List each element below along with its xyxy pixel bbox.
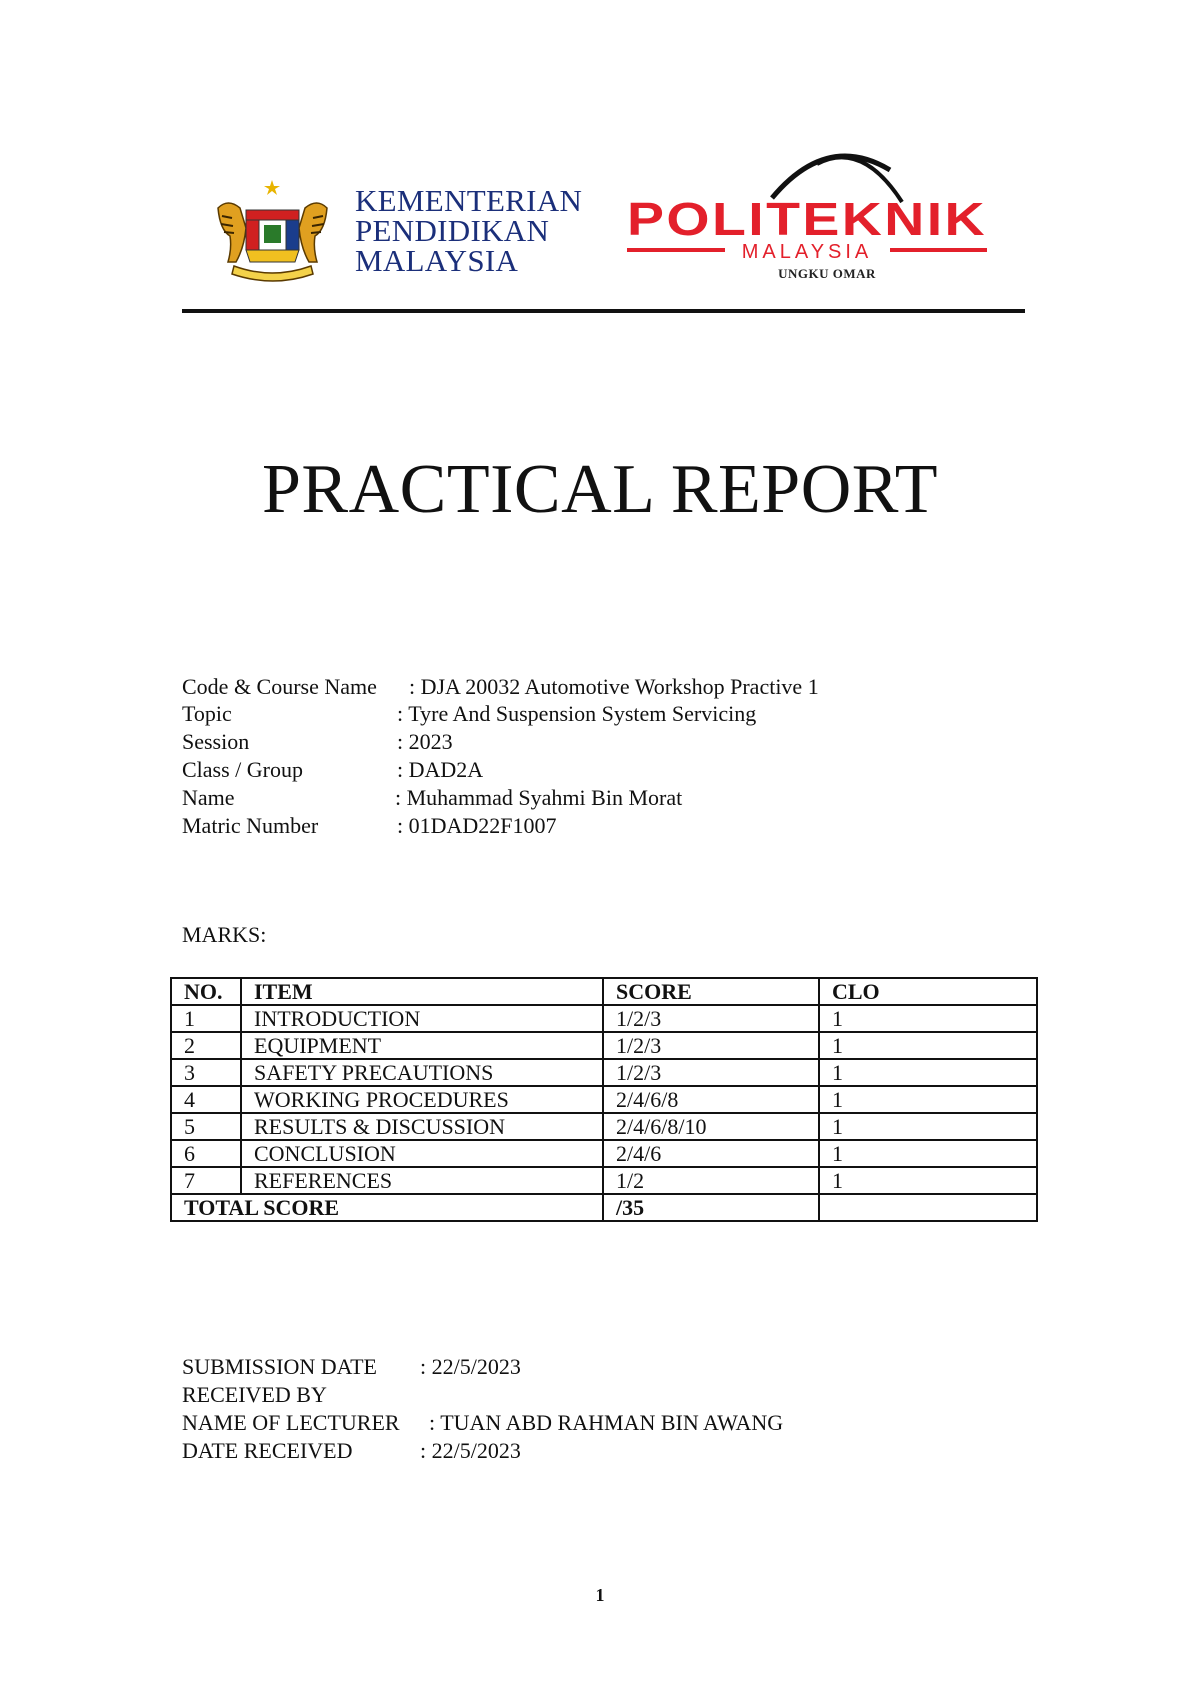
table-row: [171, 1113, 1037, 1140]
detail-label: Code & Course Name: [182, 674, 377, 699]
cell-score: 1/2/3: [603, 1059, 819, 1086]
detail-label: Class / Group: [182, 757, 303, 782]
politeknik-name: POLITEKNIK: [627, 193, 987, 245]
table-row: [171, 1086, 1037, 1113]
cell-score: 2/4/6/8: [603, 1086, 819, 1113]
cell-no: 2: [171, 1032, 241, 1059]
cell-item: CONCLUSION: [241, 1140, 603, 1167]
kpm-wordmark: [355, 183, 583, 278]
total-label: TOTAL SCORE: [171, 1194, 603, 1221]
detail-value: : Muhammad Syahmi Bin Morat: [395, 785, 683, 810]
total-score: /35: [603, 1194, 819, 1221]
marks-table: [170, 977, 1038, 1222]
cell-no: 6: [171, 1140, 241, 1167]
cell-clo: 1: [819, 1059, 1037, 1086]
header-no: NO.: [171, 978, 241, 1005]
cell-score: 1/2: [603, 1167, 819, 1194]
cell-clo: 1: [819, 1032, 1037, 1059]
submission-value: : 22/5/2023: [420, 1438, 521, 1463]
politeknik-wordmark-icon: [622, 140, 992, 270]
total-clo: [819, 1194, 1037, 1221]
cell-no: 5: [171, 1113, 241, 1140]
cell-item: REFERENCES: [241, 1167, 603, 1194]
detail-label: Matric Number: [182, 813, 319, 838]
table-row: [171, 1059, 1037, 1086]
cell-score: 1/2/3: [603, 1005, 819, 1032]
page-title: PRACTICAL REPORT: [261, 451, 938, 528]
marks-label: MARKS:: [182, 922, 267, 947]
submission-label: SUBMISSION DATE: [182, 1354, 377, 1379]
table-row: [171, 1167, 1037, 1194]
politeknik-logo: [622, 140, 992, 285]
submission-value: : 22/5/2023: [420, 1354, 521, 1379]
malaysia-coat-of-arms-icon: [210, 178, 335, 286]
cell-clo: 1: [819, 1005, 1037, 1032]
cell-item: EQUIPMENT: [241, 1032, 603, 1059]
submission-label: RECEIVED BY: [182, 1382, 327, 1407]
politeknik-country: MALAYSIA: [741, 241, 873, 263]
kpm-line-3: MALAYSIA: [355, 243, 519, 278]
submission-value: : TUAN ABD RAHMAN BIN AWANG: [429, 1410, 784, 1435]
cell-score: 2/4/6: [603, 1140, 819, 1167]
cell-no: 7: [171, 1167, 241, 1194]
submission-label: NAME OF LECTURER: [182, 1410, 400, 1435]
cell-item: RESULTS & DISCUSSION: [241, 1113, 603, 1140]
detail-value: : 2023: [397, 729, 453, 754]
cell-no: 3: [171, 1059, 241, 1086]
cell-no: 4: [171, 1086, 241, 1113]
detail-value: : 01DAD22F1007: [397, 813, 557, 838]
header-item: ITEM: [241, 978, 603, 1005]
page-number: 1: [595, 1585, 605, 1605]
table-row: [171, 1005, 1037, 1032]
cell-no: 1: [171, 1005, 241, 1032]
cell-item: WORKING PROCEDURES: [241, 1086, 603, 1113]
cell-score: 1/2/3: [603, 1032, 819, 1059]
detail-label: Topic: [182, 701, 232, 726]
detail-label: Name: [182, 785, 235, 810]
table-row: [171, 1032, 1037, 1059]
detail-value: : DJA 20032 Automotive Workshop Practive 1: [409, 674, 819, 699]
table-header-row: [171, 978, 1037, 1005]
detail-value: : DAD2A: [397, 757, 484, 782]
header-clo: CLO: [819, 978, 1037, 1005]
cell-item: SAFETY PRECAUTIONS: [241, 1059, 603, 1086]
cell-score: 2/4/6/8/10: [603, 1113, 819, 1140]
submission-label: DATE RECEIVED: [182, 1438, 353, 1463]
detail-label: Session: [182, 729, 250, 754]
header-divider: [182, 309, 1025, 313]
politeknik-campus: UNGKU OMAR: [778, 266, 876, 281]
cell-clo: 1: [819, 1113, 1037, 1140]
kpm-logo: [210, 178, 598, 286]
header-score: SCORE: [603, 978, 819, 1005]
detail-value: : Tyre And Suspension System Servicing: [397, 701, 757, 726]
kpm-line-2: PENDIDIKAN: [355, 213, 550, 248]
table-row: [171, 1140, 1037, 1167]
cell-item: INTRODUCTION: [241, 1005, 603, 1032]
cell-clo: 1: [819, 1086, 1037, 1113]
cell-clo: 1: [819, 1167, 1037, 1194]
table-total-row: [171, 1194, 1037, 1221]
cell-clo: 1: [819, 1140, 1037, 1167]
kpm-line-1: KEMENTERIAN: [355, 183, 583, 218]
